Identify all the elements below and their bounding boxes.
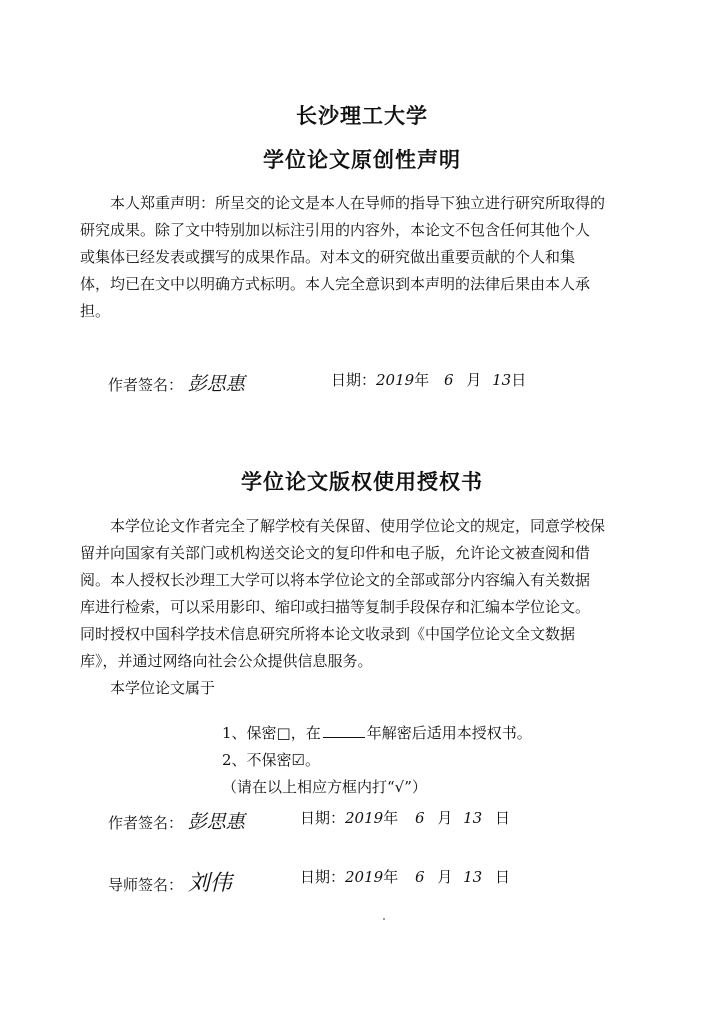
supervisor-signature-label: 导师签名：	[108, 876, 184, 894]
date-year-unit: 年	[414, 371, 430, 389]
declaration-line: 本人郑重声明：所呈交的论文是本人在导师的指导下独立进行研究所取得的	[110, 194, 606, 212]
date-day: 13	[492, 371, 512, 389]
authorization-line: 本学位论文属于	[110, 679, 216, 697]
declaration-body	[80, 190, 640, 325]
option-confidential-suffix: 年解密后适用本授权书。	[366, 724, 532, 742]
authorization-line: 本学位论文作者完全了解学校有关保留、使用学位论文的规定，同意学校保	[110, 517, 606, 535]
date-month-unit: 月	[437, 809, 453, 827]
date-day-unit: 日	[495, 809, 511, 827]
declaration-line: 或集体已经发表或撰写的成果作品。对本文的研究做出重要贡献的个人和集	[80, 248, 576, 266]
date-day: 13	[463, 868, 483, 886]
date-label: 日期：	[300, 809, 346, 827]
authorization-line: 库进行检索，可以采用影印、缩印或扫描等复制手段保存和汇编本学位论文。	[80, 598, 591, 616]
authorization-author-date	[300, 807, 510, 828]
declaration-date	[331, 369, 526, 390]
author-signature-label: 作者签名：	[108, 814, 184, 832]
confidential-years-blank[interactable]	[323, 723, 365, 738]
date-day-unit: 日	[495, 868, 511, 886]
date-label: 日期：	[331, 371, 377, 389]
date-day-unit: 日	[511, 371, 527, 389]
authorization-body	[80, 513, 640, 702]
authorization-line: 阅。本人授权长沙理工大学可以将本学位论文的全部或部分内容编入有关数据	[80, 571, 591, 589]
authorization-line: 留并向国家有关部门或机构送交论文的复印件和电子版，允许论文被查阅和借	[80, 544, 591, 562]
date-year-unit: 年	[383, 868, 399, 886]
date-month: 6	[415, 868, 425, 886]
declaration-line: 担。	[80, 302, 111, 320]
date-year: 2019	[376, 371, 415, 389]
date-year-unit: 年	[383, 809, 399, 827]
scan-speck	[383, 918, 385, 920]
university-title: 长沙理工大学	[296, 104, 428, 128]
checkbox-note: （请在以上相应方框内打“√”）	[222, 778, 427, 796]
authorization-author-signature-row	[108, 807, 245, 834]
declaration-title: 学位论文原创性声明	[263, 148, 461, 172]
supervisor-signature-row	[108, 866, 232, 897]
declaration-line: 体，均已在文中以明确方式标明。本人完全意识到本声明的法律后果由本人承	[80, 275, 591, 293]
option-confidential-prefix: 1、保密□，在	[222, 724, 321, 742]
supervisor-signature: 刘伟	[187, 871, 232, 896]
authorization-title: 学位论文版权使用授权书	[241, 470, 483, 494]
authorization-line: 同时授权中国科学技术信息研究所将本论文收录到《中国学位论文全文数据	[80, 625, 576, 643]
date-day: 13	[463, 809, 483, 827]
authorization-line: 库》，并通过网络向社会公众提供信息服务。	[80, 652, 373, 670]
date-month-unit: 月	[466, 371, 482, 389]
author-signature-label: 作者签名：	[108, 376, 184, 394]
option-confidential	[222, 722, 532, 743]
supervisor-date	[300, 866, 510, 887]
declaration-author-signature-row	[108, 369, 245, 396]
date-month: 6	[444, 371, 454, 389]
author-signature: 彭思惠	[187, 811, 245, 833]
option-not-confidential: 2、不保密☑。	[222, 751, 320, 769]
date-year: 2019	[345, 868, 384, 886]
date-label: 日期：	[300, 868, 346, 886]
declaration-line: 研究成果。除了文中特别加以标注引用的内容外，本论文不包含任何其他个人	[80, 221, 591, 239]
date-month-unit: 月	[437, 868, 453, 886]
date-month: 6	[415, 809, 425, 827]
date-year: 2019	[345, 809, 384, 827]
author-signature: 彭思惠	[187, 373, 245, 395]
